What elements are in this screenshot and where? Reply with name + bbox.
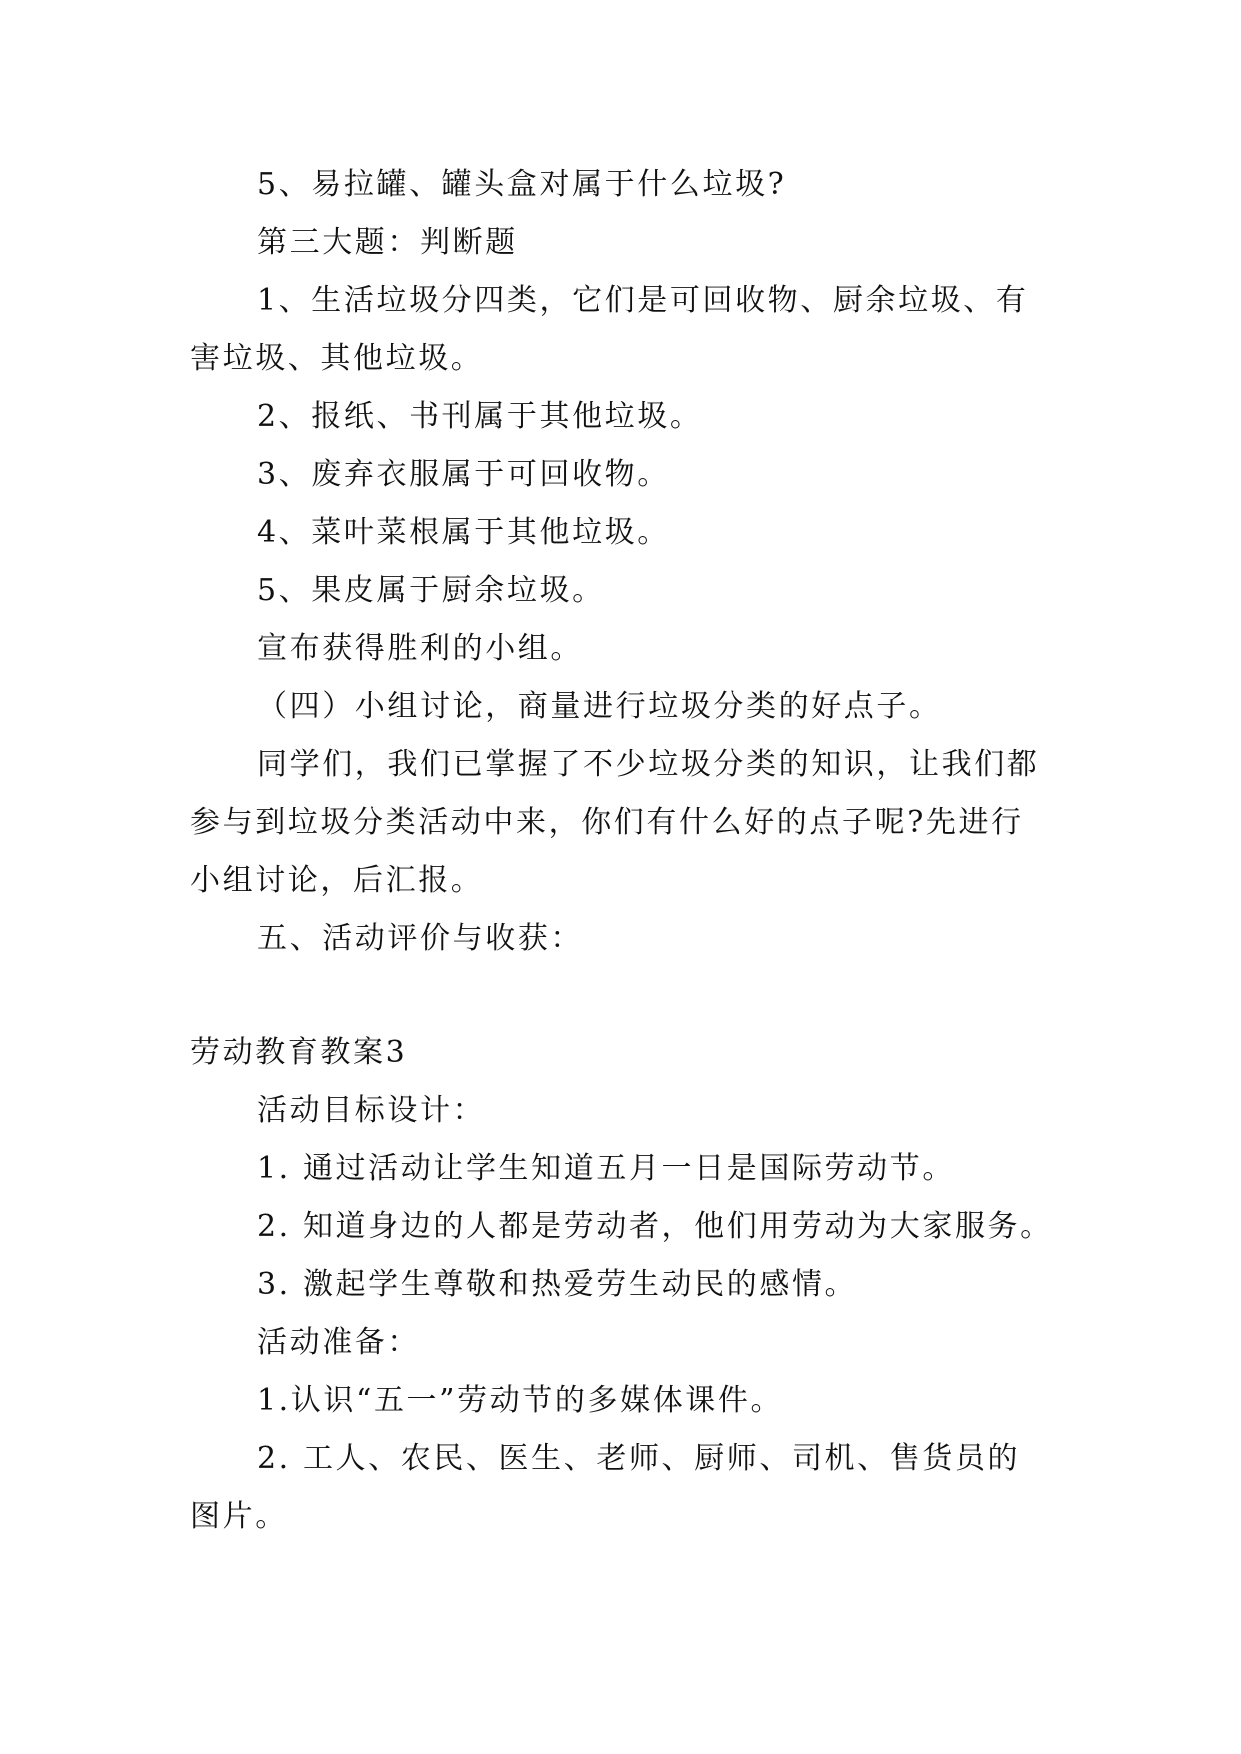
lesson-plan-title: 劳动教育教案3: [190, 1035, 408, 1070]
judgement-item-3: 3、废弃衣服属于可回收物。: [257, 457, 670, 492]
judgement-item-4: 4、菜叶菜根属于其他垃圾。: [257, 515, 670, 550]
paragraph-line-2: 参与到垃圾分类活动中来，你们有什么好的点子呢?先进行: [190, 805, 1024, 840]
objectives-heading: 活动目标设计：: [257, 1093, 486, 1128]
judgement-item-1-line1: 1、生活垃圾分四类，它们是可回收物、厨余垃圾、有: [257, 283, 1029, 318]
objective-item-3: 3. 激起学生尊敬和热爱劳生动民的感情。: [257, 1267, 858, 1302]
paragraph-line-1: 同学们，我们已掌握了不少垃圾分类的知识，让我们都: [257, 747, 1040, 782]
judgement-item-5: 5、果皮属于厨余垃圾。: [257, 573, 605, 608]
preparation-item-2-line2: 图片。: [190, 1499, 288, 1534]
section-heading-part3: 第三大题：判断题: [257, 225, 518, 260]
announce-winner-line: 宣布获得胜利的小组。: [257, 631, 583, 666]
preparation-item-2-line1: 2. 工人、农民、医生、老师、厨师、司机、售货员的: [257, 1441, 1021, 1476]
objective-item-2: 2. 知道身边的人都是劳动者，他们用劳动为大家服务。: [257, 1209, 1053, 1244]
objective-item-1: 1. 通过活动让学生知道五月一日是国际劳动节。: [257, 1151, 955, 1186]
group-discussion-heading: （四）小组讨论，商量进行垃圾分类的好点子。: [257, 689, 942, 724]
evaluation-heading: 五、活动评价与收获：: [257, 921, 583, 956]
question-5-line: 5、易拉罐、罐头盒对属于什么垃圾?: [257, 167, 787, 202]
paragraph-line-3: 小组讨论，后汇报。: [190, 863, 484, 898]
preparation-heading: 活动准备：: [257, 1325, 420, 1360]
judgement-item-2: 2、报纸、书刊属于其他垃圾。: [257, 399, 703, 434]
preparation-item-1: 1.认识“五一”劳动节的多媒体课件。: [257, 1383, 784, 1418]
judgement-item-1-line2: 害垃圾、其他垃圾。: [190, 341, 484, 376]
